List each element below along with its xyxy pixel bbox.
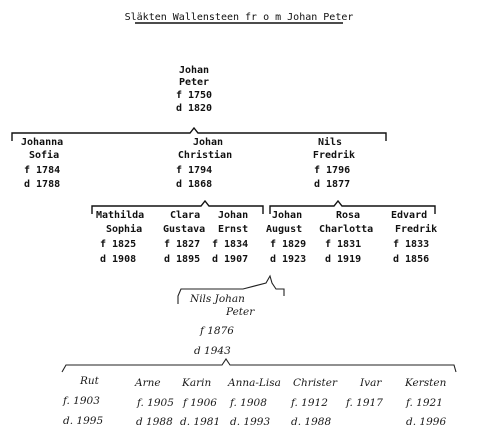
birth-year: f. 1917 [346,397,383,409]
person-johan-peter [176,65,212,114]
person-name: Mathilda [96,210,145,221]
person-name: Sophia [106,224,143,235]
death-year: d 1923 [270,254,307,265]
death-year: d 1908 [100,254,137,265]
birth-year: f 1784 [24,165,61,176]
person-name: Peter [226,306,255,318]
person-name: Ivar [360,377,382,389]
death-year: d 1788 [24,179,61,190]
person-name: Johan [178,65,210,76]
birth-year: f 1827 [164,239,201,250]
person-name: Peter [178,77,210,88]
person-mathilda-sophia [96,209,144,265]
person-anna-lisa [227,377,281,428]
death-year: d 1919 [325,254,362,265]
person-name: Nils Johan [190,293,245,305]
person-name: Rut [80,375,99,387]
person-name: Nils [317,137,343,148]
birth-year: f 1825 [100,239,137,250]
person-name: Clara [170,210,201,221]
birth-year: f. 1912 [291,397,328,409]
death-year: d 1868 [176,179,213,190]
person-name: Christer [293,377,338,389]
person-johan-august [266,210,306,265]
birth-year: f 1831 [325,239,362,250]
death-year: d 1895 [164,254,201,265]
person-edvard-fredrik [391,210,437,265]
death-year: d. 1993 [230,416,271,428]
birth-year: f. 1908 [230,397,267,409]
person-name: Christian [177,150,233,161]
person-clara-gustava [163,210,205,265]
person-name: Kersten [405,377,447,389]
person-johanna-sofia [21,137,63,190]
birth-year: f 1796 [314,165,351,176]
person-rosa-charlotta [319,210,373,265]
birth-year: f 1876 [200,325,234,337]
person-name: Karin [182,377,212,389]
birth-year: f 1906 [183,397,217,409]
birth-year: f. 1921 [406,397,443,409]
person-name: Rosa [336,210,361,221]
death-year: d. 1988 [291,416,332,428]
death-year: d 1856 [393,254,430,265]
person-name: Anna-Lisa [228,377,281,389]
person-name: Ernst [218,224,249,235]
person-name: Fredrik [395,224,438,235]
death-year: d 1907 [212,254,249,265]
person-arne [134,377,174,428]
person-name: Arne [135,377,161,389]
birth-year: f 1829 [270,239,307,250]
birth-year: f 1834 [212,239,249,250]
person-name: Fredrik [312,150,356,161]
person-name: Sofia [29,150,60,161]
person-johan-ernst [212,210,248,265]
death-year: d 1943 [194,345,231,357]
birth-year: f 1750 [175,90,213,101]
page-title: Släkten Wallensteen fr o m Johan Peter [124,12,354,23]
person-name: Charlotta [319,224,374,235]
death-year: d 1877 [314,179,351,190]
bracket-gen5 [62,359,456,372]
person-ivar [345,377,383,409]
death-year: d. 1995 [63,415,104,427]
person-nils-johan-peter [189,293,255,357]
death-year: d. 1996 [406,416,447,428]
person-name: August [266,224,303,235]
person-kersten [404,377,447,428]
birth-year: f 1794 [176,165,213,176]
death-year: d 1988 [136,416,173,428]
birth-year: f. 1903 [63,395,100,407]
person-name: Johanna [21,137,64,148]
person-christer [290,377,338,428]
person-name: Edvard [391,210,428,221]
person-name: Johan [272,210,303,221]
person-name: Gustava [163,224,206,235]
birth-year: f 1833 [393,239,430,250]
birth-year: f. 1905 [137,397,174,409]
person-name: Johan [192,137,224,148]
person-johan-christian [176,137,232,190]
person-karin [180,377,220,428]
death-year: d 1820 [175,103,213,114]
person-name: Johan [218,210,249,221]
person-nils-fredrik [313,136,355,190]
death-year: d. 1981 [180,416,221,428]
person-rut [62,375,103,427]
